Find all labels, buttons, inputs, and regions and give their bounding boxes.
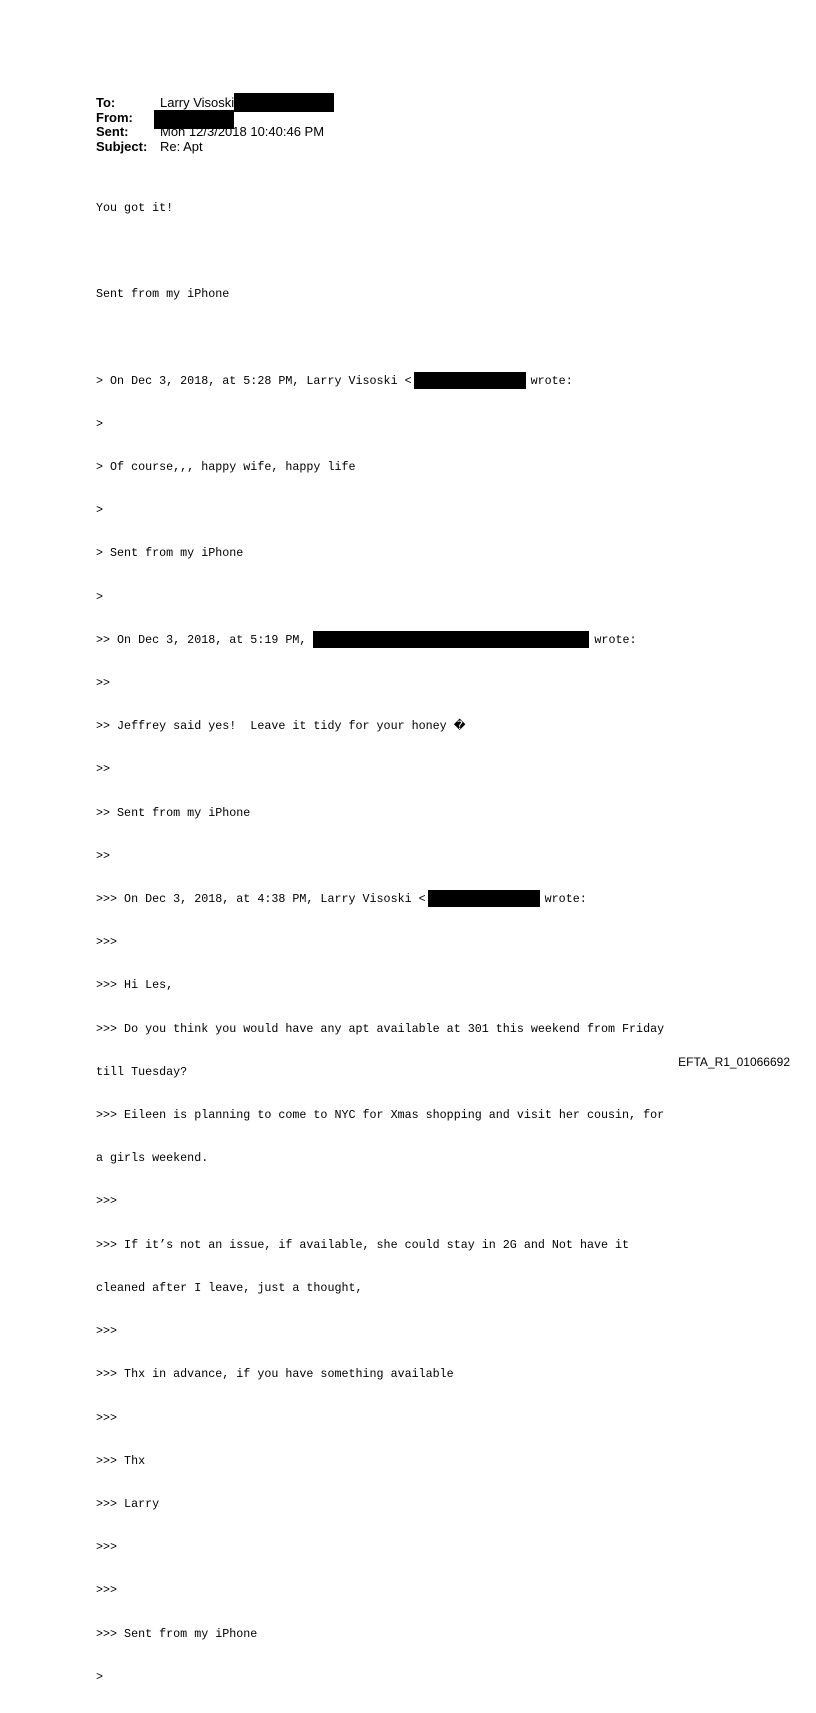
body-line: Sent from my iPhone	[96, 287, 230, 302]
body-line: >>> Thx in advance, if you have something available	[96, 1367, 454, 1382]
sent-value: Mon 12/3/2018 10:40:46 PM	[160, 124, 325, 139]
body-line: >	[96, 416, 104, 431]
quote-header-suffix: wrote:	[594, 632, 637, 647]
email-body	[96, 172, 736, 1713]
body-line: >>> If it’s not an issue, if available, she could stay in 2G and Not have it	[96, 1237, 630, 1252]
body-line: >>> Larry	[96, 1496, 160, 1511]
body-line: >	[96, 1669, 104, 1684]
body-line: a girls weekend.	[96, 1151, 209, 1166]
body-line: cleaned after I leave, just a thought,	[96, 1280, 363, 1295]
body-line: >>> Eileen is planning to come to NYC for Xmas shopping and visit her cousin, for	[96, 1108, 665, 1123]
body-line: >>>	[96, 1194, 118, 1209]
body-line: >>	[96, 848, 111, 863]
sent-label: Sent:	[96, 124, 129, 139]
body-line: >>>	[96, 1583, 118, 1598]
body-line: >>>	[96, 1540, 118, 1555]
body-line: >>> Hi Les,	[96, 978, 174, 993]
quote-header-suffix: wrote:	[544, 892, 587, 907]
body-line: >	[96, 589, 104, 604]
redaction-block	[234, 93, 334, 112]
quote-header-suffix: wrote:	[530, 373, 573, 388]
subject-label: Subject:	[96, 138, 148, 154]
body-line: > Sent from my iPhone	[96, 546, 244, 561]
body-line: >> Jeffrey said yes! Leave it tidy for your honey �	[96, 719, 466, 734]
body-line: >>> Do you think you would have any apt available at 301 this weekend from Friday	[96, 1021, 665, 1036]
body-line: till Tuesday?	[96, 1064, 188, 1079]
quote-header-text: >> On Dec 3, 2018, at 5:19 PM,	[96, 632, 307, 647]
body-line: >> Sent from my iPhone	[96, 805, 251, 820]
body-line: >>>	[96, 1324, 118, 1339]
body-line	[96, 330, 736, 344]
quote-header-text: >>> On Dec 3, 2018, at 4:38 PM, Larry Visoski <	[96, 892, 426, 907]
from-label: From:	[96, 109, 133, 125]
redaction-block	[414, 372, 526, 389]
document-id: EFTA_R1_01066692	[678, 1055, 790, 1069]
body-line: >>> Sent from my iPhone	[96, 1626, 258, 1641]
to-name: Larry Visoski	[160, 95, 235, 110]
body-line: > Of course,,, happy wife, happy life	[96, 460, 356, 475]
subject-value: Re: Apt	[160, 138, 203, 154]
redaction-block	[428, 890, 540, 907]
body-line: >>> Thx	[96, 1453, 146, 1468]
body-line	[96, 244, 736, 258]
quote-header-text: > On Dec 3, 2018, at 5:28 PM, Larry Visoski <	[96, 373, 412, 388]
to-label: To:	[96, 95, 116, 110]
body-line: >>	[96, 762, 111, 777]
body-line: You got it!	[96, 200, 174, 215]
body-line: >>>	[96, 1410, 118, 1425]
body-line: >	[96, 503, 104, 518]
redaction-block	[313, 631, 589, 648]
body-line: >>	[96, 676, 111, 691]
body-line: >>>	[96, 935, 118, 950]
body-line	[96, 892, 736, 906]
body-line	[96, 374, 736, 388]
body-line	[96, 633, 736, 647]
